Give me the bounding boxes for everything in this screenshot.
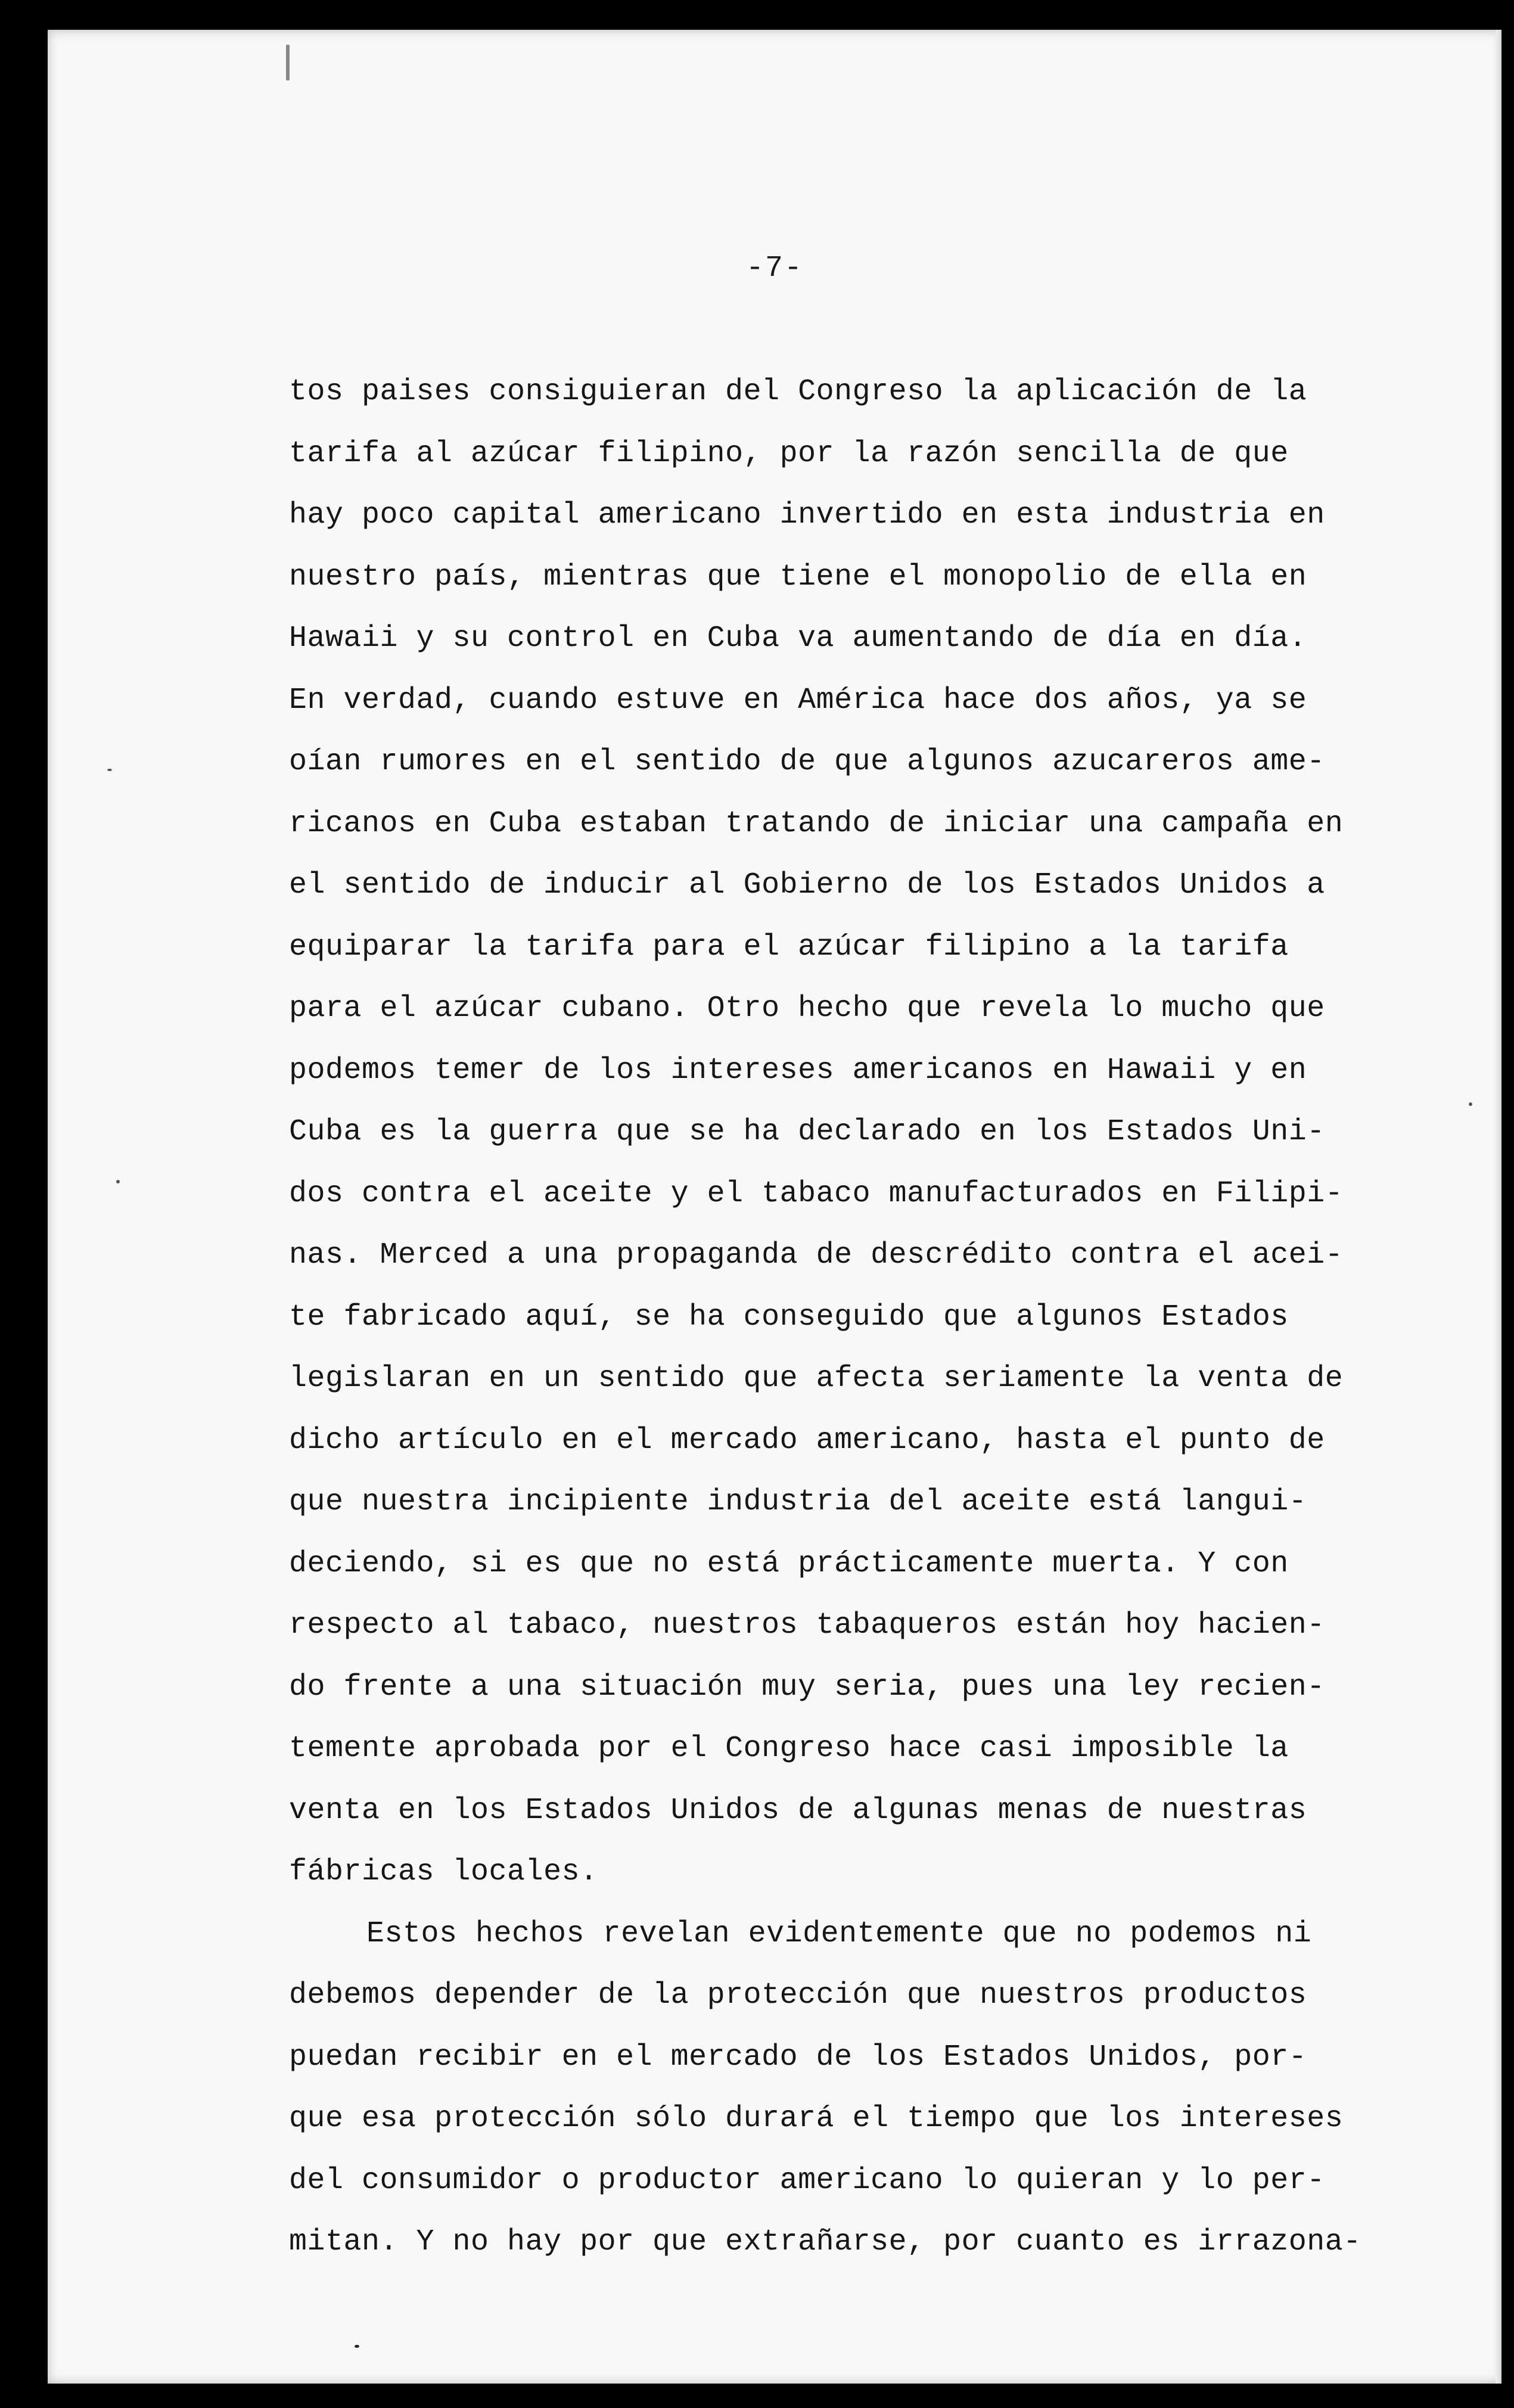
text-line: que nuestra incipiente industria del aceite está langui- [289,1485,1307,1519]
ink-speck [286,45,290,80]
text-line: nas. Merced a una propaganda de descrédito contra el acei- [289,1238,1344,1272]
text-line: En verdad, cuando estuve en América hace dos años, ya se [289,683,1307,717]
text-line: podemos temer de los intereses americanos en Hawaii y en [289,1053,1307,1088]
text-line: dos contra el aceite y el tabaco manufacturados en Filipi- [289,1176,1344,1211]
text-line: para el azúcar cubano. Otro hecho que revela lo mucho que [289,992,1325,1026]
text-line: puedan recibir en el mercado de los Estados Unidos, por- [289,2040,1307,2074]
text-line: mitan. Y no hay por que extrañarse, por cuanto es irrazona- [289,2225,1361,2259]
text-line: Cuba es la guerra que se ha declarado en los Estados Uni- [289,1115,1325,1149]
ink-speck [107,769,112,771]
ink-speck [355,2345,359,2348]
text-line: oían rumores en el sentido de que algunos azucareros ame- [289,745,1325,779]
text-line: el sentido de inducir al Gobierno de los Estados Unidos a [289,868,1325,902]
text-line: tarifa al azúcar filipino, por la razón sencilla de que [289,436,1289,471]
page-edge [1496,30,1501,2384]
text-line: venta en los Estados Unidos de algunas menas de nuestras [289,1793,1307,1828]
text-line: respecto al tabaco, nuestros tabaqueros están hoy hacien- [289,1608,1325,1642]
text-line: Hawaii y su control en Cuba va aumentando de día en día. [289,622,1307,655]
text-line: fábricas locales. [289,1855,598,1889]
text-line: que esa protección sólo durará el tiempo que los intereses [289,2102,1344,2136]
ink-speck [1469,1102,1472,1106]
page-number: -7- [745,251,803,285]
paragraph-start-line: Estos hechos revelan evidentemente que no podemos ni [366,1916,1312,1951]
text-line: equiparar la tarifa para el azúcar filipino a la tarifa [289,930,1289,964]
text-line: dicho artículo en el mercado americano, hasta el punto de [289,1423,1325,1458]
text-line: del consumidor o productor americano lo quieran y lo per- [289,2163,1325,2198]
ink-speck [116,1180,120,1183]
text-line: nuestro país, mientras que tiene el monopolio de ella en [289,560,1307,594]
text-line: do frente a una situación muy seria, pues una ley recien- [289,1670,1325,1704]
document-page [48,30,1501,2384]
text-line: deciendo, si es que no está prácticamente muerta. Y con [289,1546,1289,1581]
text-line: temente aprobada por el Congreso hace casi imposible la [289,1732,1289,1766]
text-line: hay poco capital americano invertido en esta industria en [289,498,1325,532]
text-line: te fabricado aquí, se ha conseguido que algunos Estados [289,1300,1289,1334]
text-line: tos paises consiguieran del Congreso la aplicación de la [289,375,1307,409]
text-line: debemos depender de la protección que nuestros productos [289,1978,1307,2012]
body-text [289,361,1379,2273]
text-line: ricanos en Cuba estaban tratando de iniciar una campaña en [289,806,1344,841]
text-line: legislaran en un sentido que afecta seriamente la venta de [289,1362,1344,1396]
